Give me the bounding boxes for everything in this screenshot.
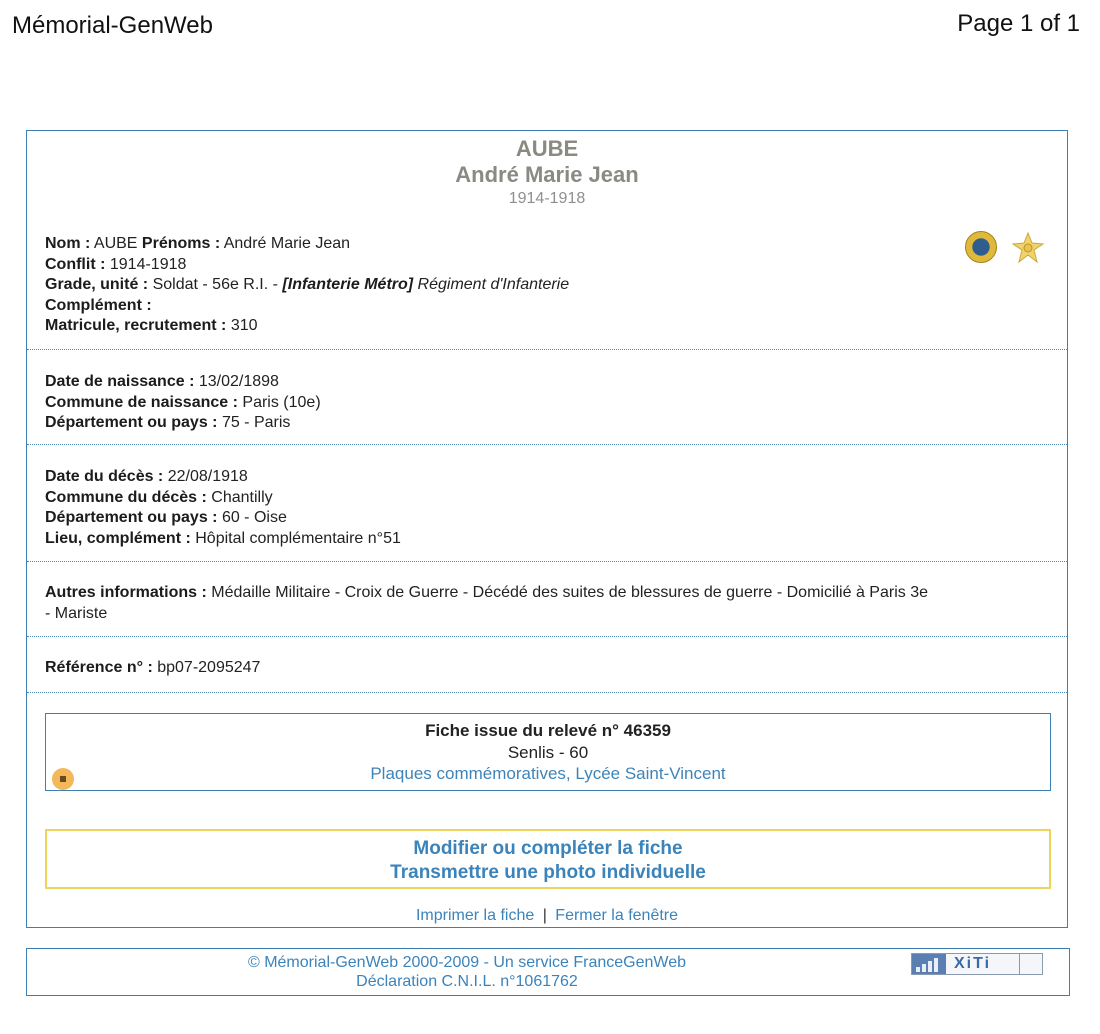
link-separator: | <box>542 907 547 924</box>
bottom-links <box>27 907 1067 925</box>
unit-type: [Infanterie Métro] <box>282 276 414 293</box>
complement-label: Complément : <box>45 296 152 314</box>
death-date-row <box>45 467 1057 488</box>
unit-name: Régiment d'Infanterie <box>417 276 570 293</box>
grade-row <box>45 275 1057 296</box>
reference-label: Référence n° : <box>45 659 153 676</box>
birth-date-value: 13/02/1898 <box>198 373 279 390</box>
death-dept-value: 60 - Oise <box>221 509 287 526</box>
record-surname: AUBE <box>515 136 579 161</box>
birth-date-label: Date de naissance : <box>45 373 195 390</box>
birth-section <box>45 372 1057 434</box>
identity-section <box>45 234 1057 337</box>
birth-dept-row <box>45 413 1057 434</box>
separator <box>27 444 1067 445</box>
death-commune-label: Commune du décès : <box>45 488 207 506</box>
separator <box>27 349 1067 350</box>
record-firstnames: André Marie Jean <box>455 162 639 187</box>
grade-value: Soldat - 56e R.I. - <box>152 276 278 293</box>
death-lieu-row <box>45 529 1057 550</box>
footer-copyright[interactable]: © Mémorial-GenWeb 2000-2009 - Un service FranceGenWeb <box>247 954 687 971</box>
site-title: Mémorial-GenWeb <box>12 12 213 39</box>
other-row-continued: - Mariste <box>45 604 108 622</box>
grade-label: Grade, unité : <box>45 276 149 293</box>
nom-row <box>45 234 1057 255</box>
footer-text <box>27 953 907 991</box>
birth-commune-label: Commune de naissance : <box>45 393 238 411</box>
footer-cnil: Déclaration C.N.I.L. n°1061762 <box>356 973 578 990</box>
nom-label: Nom : <box>45 235 91 252</box>
photo-link[interactable]: Transmettre une photo individuelle <box>390 862 706 883</box>
releve-title: Fiche issue du relevé n° 46359 <box>425 721 671 740</box>
xiti-bars-icon <box>912 954 946 974</box>
birth-commune-row <box>45 393 1057 414</box>
xiti-label: XiTi <box>954 955 992 972</box>
page-number: Page 1 of 1 <box>957 10 1080 37</box>
releve-bullet-icon <box>52 768 74 790</box>
record-title <box>27 137 1067 209</box>
matricule-value: 310 <box>230 317 258 334</box>
separator <box>27 636 1067 637</box>
footer <box>26 948 1070 996</box>
prenoms-value: André Marie Jean <box>223 235 351 252</box>
birth-date-row <box>45 372 1057 393</box>
separator <box>27 561 1067 562</box>
xiti-badge[interactable] <box>911 953 1043 975</box>
xiti-end-cell <box>1019 954 1042 974</box>
modify-link[interactable]: Modifier ou compléter la fiche <box>413 838 683 859</box>
print-link[interactable]: Imprimer la fiche <box>415 907 535 924</box>
conflit-value: 1914-1918 <box>109 255 187 273</box>
death-section <box>45 467 1057 549</box>
separator <box>27 692 1067 693</box>
matricule-row <box>45 316 1057 337</box>
releve-link[interactable]: Plaques commémoratives, Lycée Saint-Vincent <box>370 764 726 783</box>
record-years: 1914-1918 <box>508 190 586 207</box>
death-dept-row <box>45 508 1057 529</box>
death-commune-value: Chantilly <box>211 488 273 506</box>
reference-section <box>45 658 1057 679</box>
releve-place: Senlis - 60 <box>507 743 589 762</box>
death-date-label: Date du décès : <box>45 468 164 485</box>
conflit-label: Conflit : <box>45 255 106 273</box>
releve-box <box>45 713 1051 791</box>
nom-value: AUBE <box>93 235 138 252</box>
record-card <box>26 130 1068 928</box>
birth-dept-value: 75 - Paris <box>221 414 291 431</box>
modify-box <box>45 829 1051 889</box>
death-commune-row <box>45 488 1057 509</box>
conflit-row <box>45 255 1057 276</box>
death-date-value: 22/08/1918 <box>167 468 248 485</box>
other-value: Médaille Militaire - Croix de Guerre - Décédé des suites de blessures de guerre - Domicilié à Paris 3e <box>211 584 928 601</box>
matricule-label: Matricule, recrutement : <box>45 317 227 334</box>
other-section <box>45 583 1057 624</box>
death-lieu-value: Hôpital complémentaire n°51 <box>195 529 401 547</box>
birth-commune-value: Paris (10e) <box>242 393 321 411</box>
close-window-link[interactable]: Fermer la fenêtre <box>555 907 679 924</box>
death-lieu-label: Lieu, complément : <box>45 529 191 547</box>
birth-dept-label: Département ou pays : <box>45 414 218 431</box>
prenoms-label: Prénoms : <box>141 235 221 252</box>
other-label: Autres informations : <box>45 584 207 601</box>
other-row <box>45 583 1057 604</box>
reference-value: bp07-2095247 <box>157 659 261 676</box>
complement-row <box>45 296 1057 317</box>
death-dept-label: Département ou pays : <box>45 509 218 526</box>
